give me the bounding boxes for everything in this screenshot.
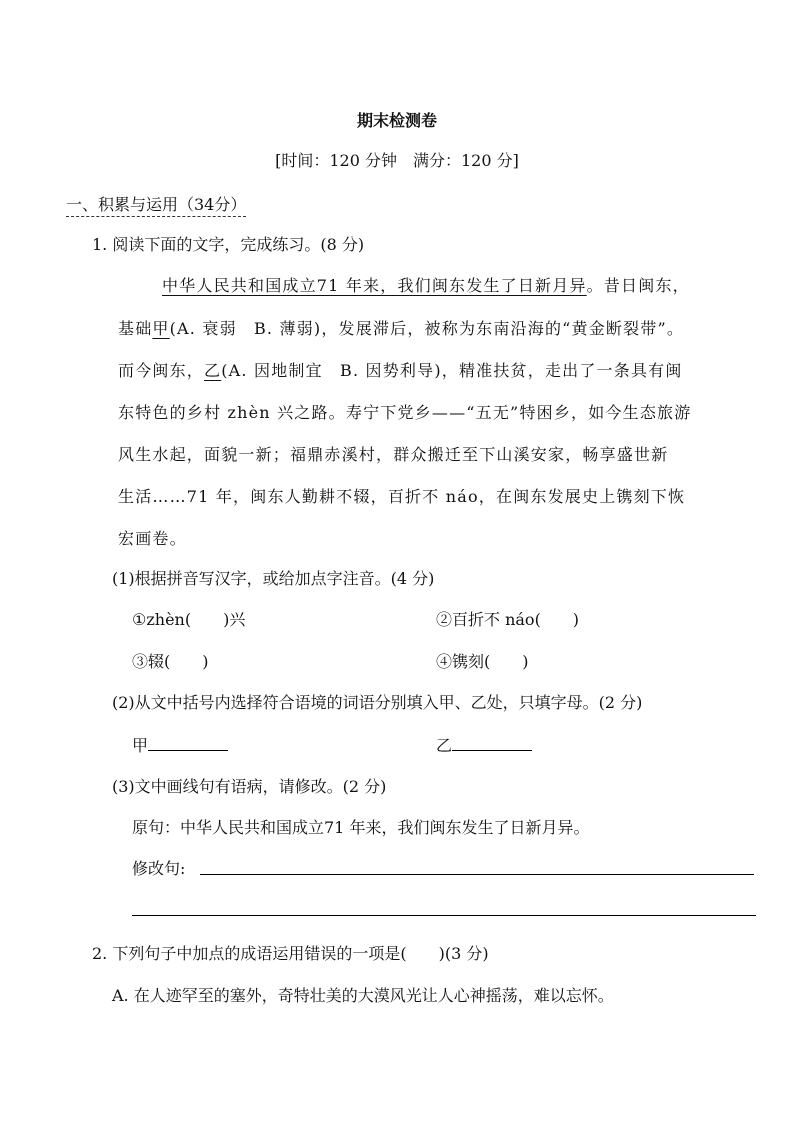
question-2-stem: 2. 下列句子中加点的成语运用错误的一项是( )(3 分) <box>92 944 489 963</box>
passage-text: (A. 因地制宜 B. 因势利导)，精准扶贫，走出了一条具有闽 <box>221 361 683 380</box>
answer-blank-jia[interactable] <box>148 736 228 751</box>
exam-time-info: [时间：120 分钟 满分：120 分] <box>275 151 519 170</box>
answer-item-1: ①zhèn( )兴 <box>132 610 246 629</box>
passage-line-5: 风生水起，面貌一新；福鼎赤溪村，群众搬迁至下山溪安家，畅享盛世新 <box>118 445 669 464</box>
answer-item-3: ③辍( ) <box>132 652 209 671</box>
revised-answer-line-2[interactable] <box>132 915 756 916</box>
passage-line-6: 生活……71 年，闽东人勤耕不辍，百折不 náo，在闽东发展史上镌刻下恢 <box>118 487 686 506</box>
original-sentence: 原句：中华人民共和国成立71 年来，我们闽东发生了日新月异。 <box>132 818 590 837</box>
answer-jia-label: 甲 <box>132 736 149 755</box>
blank-marker-yi: 乙 <box>204 361 222 380</box>
revised-sentence-label: 修改句: <box>132 859 186 878</box>
passage-line-4: 东特色的乡村 zhèn 兴之路。寿宁下党乡——“五无”特困乡，如今生态旅游 <box>118 403 692 422</box>
passage-text: (A. 衰弱 B. 薄弱)，发展滞后，被称为东南沿海的“黄金断裂带”。 <box>169 319 685 338</box>
subquestion-1-stem: (1)根据拼音写汉字，或给加点字注音。(4 分) <box>112 569 435 588</box>
passage-text: 而今闽东， <box>118 361 205 380</box>
answer-yi <box>436 733 532 756</box>
exam-title: 期末检测卷 <box>356 111 437 130</box>
revised-answer-line-1[interactable] <box>200 874 754 875</box>
passage-line-2 <box>118 316 684 339</box>
answer-blank-yi[interactable] <box>452 736 532 751</box>
passage-line-1-rest: 。昔日闽东， <box>586 276 690 295</box>
answer-jia <box>132 733 228 756</box>
underlined-sentence: 中华人民共和国成立71 年来，我们闽东发生了日新月异 <box>162 276 587 295</box>
question-1-stem: 1. 阅读下面的文字，完成练习。(8 分) <box>92 235 365 254</box>
subquestion-3-stem: (3)文中画线句有语病，请修改。(2 分) <box>112 777 387 796</box>
passage-text: 基础 <box>118 319 153 338</box>
passage-line-1 <box>162 273 690 296</box>
answer-yi-label: 乙 <box>436 736 453 755</box>
answer-item-2: ②百折不 náo( ) <box>436 610 580 629</box>
blank-marker-jia: 甲 <box>152 319 170 338</box>
passage-line-3 <box>118 358 683 381</box>
question-2-option-a: A. 在人迹罕至的塞外，奇特壮美的大漠风光让人心神摇荡，难以忘怀。 <box>112 986 614 1005</box>
section-heading: 一、积累与运用（34分） <box>66 192 246 217</box>
subquestion-2-stem: (2)从文中括号内选择符合语境的词语分别填入甲、乙处，只填字母。(2 分) <box>112 693 643 712</box>
answer-item-4: ④镌刻( ) <box>436 652 529 671</box>
passage-line-7: 宏画卷。 <box>118 529 187 548</box>
